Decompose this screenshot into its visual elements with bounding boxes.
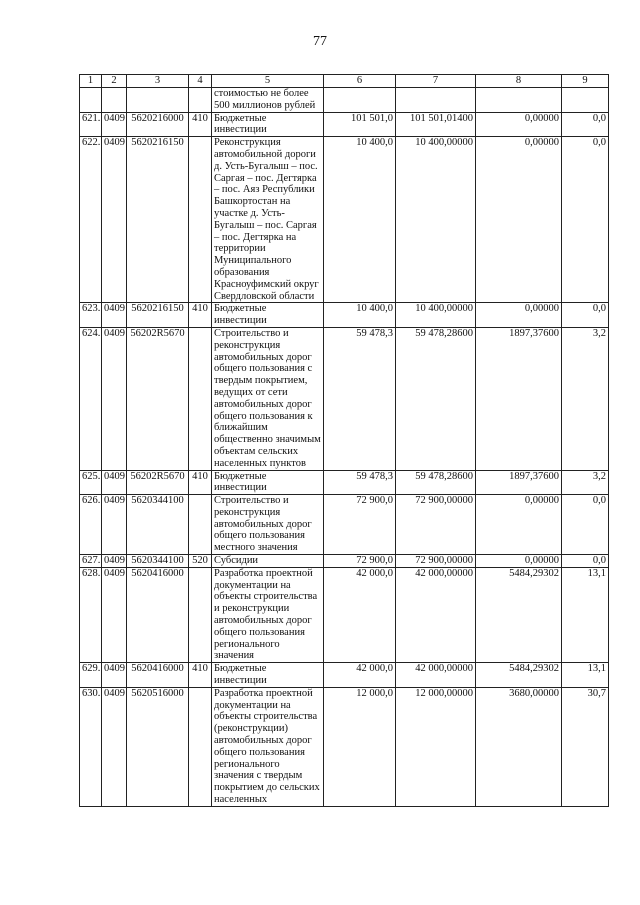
target-article-cell: 5620416000 [127,663,189,688]
target-article-cell: 5620344100 [127,555,189,568]
target-article-cell: 5620216150 [127,303,189,328]
executed-amount-cell: 42 000,00000 [396,663,476,688]
amount-cell [476,88,562,113]
column-header: 5 [212,75,324,88]
page-number: 77 [313,34,327,49]
executed-amount-cell: 10 400,00000 [396,303,476,328]
expense-type-cell [189,495,212,555]
column-header: 8 [476,75,562,88]
column-header: 7 [396,75,476,88]
planned-amount-cell: 12 000,0 [324,687,396,806]
table-row [80,112,609,137]
amount-cell: 0,00000 [476,555,562,568]
row-name-cell: Бюджетные инвестиции [212,303,324,328]
planned-amount-cell: 72 900,0 [324,555,396,568]
table-row [80,470,609,495]
table-row [80,137,609,303]
target-article-cell: 5620344100 [127,495,189,555]
expense-type-cell: 410 [189,303,212,328]
row-name-cell: Разработка проектной документации на объекты строительства и реконструкции автомобильных дорог общего пользования регионального значения [212,567,324,662]
row-name-cell: Бюджетные инвестиции [212,663,324,688]
expense-type-cell: 520 [189,555,212,568]
executed-amount-cell [396,88,476,113]
table-row [80,567,609,662]
amount-cell: 5484,29302 [476,663,562,688]
expense-type-cell [189,327,212,470]
executed-amount-cell: 59 478,28600 [396,327,476,470]
column-header: 3 [127,75,189,88]
percent-cell: 0,0 [562,303,609,328]
amount-cell: 5484,29302 [476,567,562,662]
row-name-cell: Бюджетные инвестиции [212,470,324,495]
planned-amount-cell: 101 501,0 [324,112,396,137]
percent-cell: 13,1 [562,567,609,662]
row-number-cell: 628. [80,567,102,662]
percent-cell: 0,0 [562,137,609,303]
executed-amount-cell: 12 000,00000 [396,687,476,806]
executed-amount-cell: 72 900,00000 [396,555,476,568]
amount-cell: 0,00000 [476,112,562,137]
amount-cell: 1897,37600 [476,327,562,470]
row-number-cell: 622. [80,137,102,303]
section-code-cell: 0409 [102,137,127,303]
planned-amount-cell: 42 000,0 [324,567,396,662]
planned-amount-cell: 10 400,0 [324,137,396,303]
planned-amount-cell: 59 478,3 [324,470,396,495]
planned-amount-cell [324,88,396,113]
target-article-cell: 56202R5670 [127,470,189,495]
percent-cell: 0,0 [562,112,609,137]
amount-cell: 0,00000 [476,495,562,555]
target-article-cell [127,88,189,113]
row-number-cell: 621. [80,112,102,137]
table-row [80,555,609,568]
expense-type-cell [189,137,212,303]
planned-amount-cell: 42 000,0 [324,663,396,688]
table-row [80,687,609,806]
target-article-cell: 5620416000 [127,567,189,662]
section-code-cell: 0409 [102,327,127,470]
column-header: 6 [324,75,396,88]
planned-amount-cell: 59 478,3 [324,327,396,470]
percent-cell [562,88,609,113]
section-code-cell: 0409 [102,112,127,137]
section-code-cell [102,88,127,113]
target-article-cell: 56202R5670 [127,327,189,470]
row-name-cell: Субсидии [212,555,324,568]
table-row [80,495,609,555]
row-number-cell: 630. [80,687,102,806]
section-code-cell: 0409 [102,567,127,662]
row-name-cell: Разработка проектной документации на объекты строительства (реконструкции) автомобильных дорог общего пользования регионального значения с твердым покрытием до сельских населенных [212,687,324,806]
percent-cell: 13,1 [562,663,609,688]
target-article-cell: 5620216150 [127,137,189,303]
section-code-cell: 0409 [102,663,127,688]
row-number-cell: 625. [80,470,102,495]
table-row [80,88,609,113]
row-name-cell: Бюджетные инвестиции [212,112,324,137]
column-header: 2 [102,75,127,88]
row-name-cell: стоимостью не более 500 миллионов рублей [212,88,324,113]
section-code-cell: 0409 [102,470,127,495]
executed-amount-cell: 101 501,01400 [396,112,476,137]
planned-amount-cell: 72 900,0 [324,495,396,555]
row-number-cell: 624. [80,327,102,470]
row-number-cell: 629. [80,663,102,688]
section-code-cell: 0409 [102,687,127,806]
column-header: 9 [562,75,609,88]
percent-cell: 3,2 [562,327,609,470]
header-row [80,75,609,88]
table-body [80,88,609,807]
amount-cell: 1897,37600 [476,470,562,495]
target-article-cell: 5620516000 [127,687,189,806]
planned-amount-cell: 10 400,0 [324,303,396,328]
column-header: 1 [80,75,102,88]
budget-table [79,74,609,807]
row-name-cell: Строительство и реконструкция автомобильных дорог общего пользования местного значения [212,495,324,555]
amount-cell: 0,00000 [476,303,562,328]
target-article-cell: 5620216000 [127,112,189,137]
amount-cell: 0,00000 [476,137,562,303]
row-name-cell: Реконструкция автомобильной дороги д. Усть-Бугалыш – пос. Саргая – пос. Дегтярка – пос. Аяз Республики Башкортостан на участке д. Усть-Бугалыш – пос. Саргая – пос. Дегтярка на территории Муниципального образования Красноуфимский округ Свердловской области [212,137,324,303]
row-number-cell [80,88,102,113]
section-code-cell: 0409 [102,555,127,568]
percent-cell: 3,2 [562,470,609,495]
percent-cell: 0,0 [562,495,609,555]
percent-cell: 0,0 [562,555,609,568]
table-row [80,663,609,688]
executed-amount-cell: 72 900,00000 [396,495,476,555]
executed-amount-cell: 10 400,00000 [396,137,476,303]
percent-cell: 30,7 [562,687,609,806]
executed-amount-cell: 42 000,00000 [396,567,476,662]
expense-type-cell: 410 [189,663,212,688]
section-code-cell: 0409 [102,303,127,328]
table-row [80,303,609,328]
executed-amount-cell: 59 478,28600 [396,470,476,495]
expense-type-cell [189,567,212,662]
table-row [80,327,609,470]
section-code-cell: 0409 [102,495,127,555]
row-number-cell: 626. [80,495,102,555]
expense-type-cell [189,687,212,806]
column-header: 4 [189,75,212,88]
expense-type-cell: 410 [189,112,212,137]
row-number-cell: 627. [80,555,102,568]
amount-cell: 3680,00000 [476,687,562,806]
expense-type-cell: 410 [189,470,212,495]
expense-type-cell [189,88,212,113]
row-name-cell: Строительство и реконструкция автомобильных дорог общего пользования с твердым покрытием, ведущих от сети автомобильных дорог общего пользования к ближайшим общественно значимым объектам сельских населенных пунктов [212,327,324,470]
row-number-cell: 623. [80,303,102,328]
